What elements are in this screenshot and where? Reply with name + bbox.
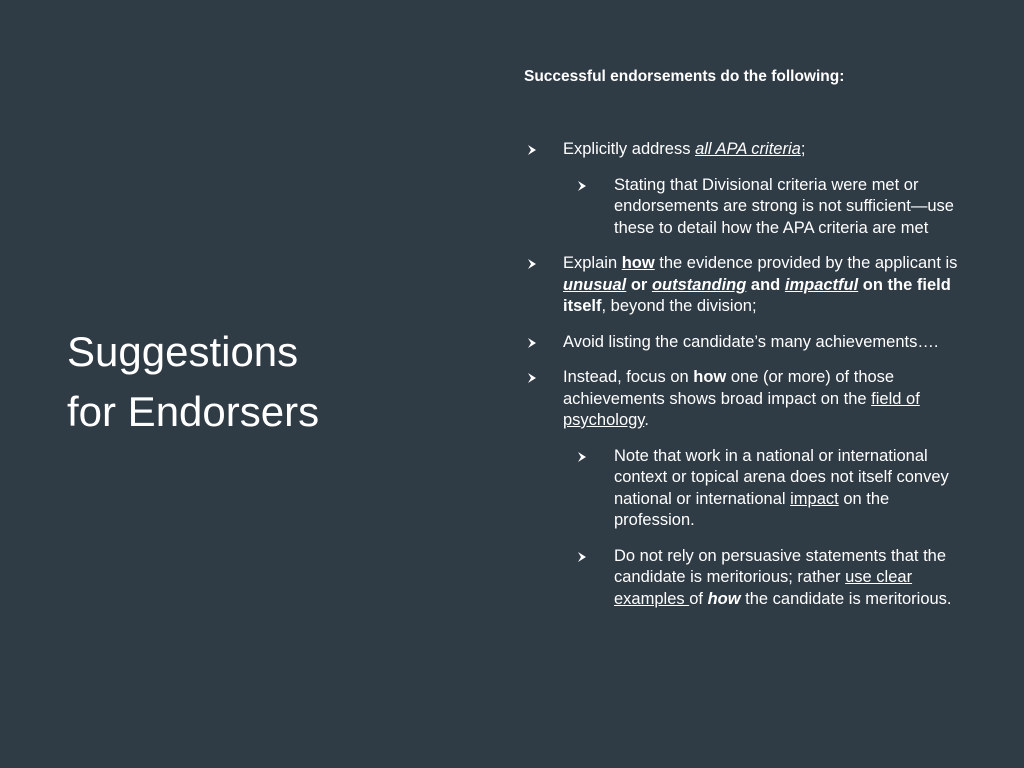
bullet-text xyxy=(614,447,949,530)
text-run: impact xyxy=(790,489,839,508)
text-run: use clear examples xyxy=(614,568,913,608)
slide-title-line-2: for Endorsers xyxy=(67,388,320,435)
bullet-list xyxy=(524,139,974,610)
text-run: on the profession. xyxy=(614,489,890,529)
text-run: and xyxy=(746,275,785,294)
arrow-bullet-icon xyxy=(576,551,588,563)
text-run: unusual xyxy=(563,275,627,294)
text-run: outstanding xyxy=(651,275,747,294)
bullet-text xyxy=(563,368,920,429)
arrow-bullet-icon xyxy=(526,372,538,384)
text-run: one (or more) of those achievements shows broad impact on the xyxy=(563,368,895,408)
sub-bullet-item xyxy=(524,175,974,240)
text-run: Avoid listing the candidate’s many achievements…. xyxy=(563,332,939,351)
text-run: ; xyxy=(800,140,806,158)
text-run: Instead, focus on xyxy=(563,368,694,386)
slide-title xyxy=(67,322,319,442)
bullet-item xyxy=(524,367,974,432)
text-run: how xyxy=(707,589,741,608)
arrow-bullet-icon xyxy=(526,258,538,270)
arrow-bullet-icon xyxy=(526,337,538,349)
text-run: Explicitly address xyxy=(563,140,696,158)
text-run: how xyxy=(621,254,655,272)
text-run: of xyxy=(689,589,708,608)
text-run: all APA criteria xyxy=(695,140,801,158)
bullet-text xyxy=(563,333,938,351)
bullet-text xyxy=(614,547,952,608)
content-heading: Successful endorsements do the following: xyxy=(524,68,845,85)
slide-title-line-1: Suggestions xyxy=(67,328,299,375)
text-run: Explain xyxy=(563,254,622,272)
sub-bullet-item xyxy=(524,446,974,532)
bullet-item xyxy=(524,253,974,318)
text-run: impactful xyxy=(784,275,859,294)
sub-bullet-item xyxy=(524,546,974,611)
text-run: the evidence provided by the applicant is xyxy=(654,254,958,272)
arrow-bullet-icon xyxy=(576,451,588,463)
text-run: . xyxy=(644,411,649,429)
bullet-item xyxy=(524,332,974,354)
bullet-text xyxy=(563,254,957,315)
text-run: on the field itself xyxy=(563,275,951,315)
text-run: field of psychology xyxy=(563,389,920,429)
text-run: Stating that Divisional criteria were met or endorsements are strong is not sufficient—use these to detail how the APA criteria are met xyxy=(614,175,954,237)
text-run: Do not rely on persuasive statements that the candidate is meritorious; rather xyxy=(614,546,947,586)
arrow-bullet-icon xyxy=(526,144,538,156)
text-run: , beyond the division; xyxy=(601,297,757,315)
bullet-item xyxy=(524,139,974,161)
bullet-text xyxy=(614,176,954,237)
text-run: Note that work in a national or international context or topical arena does not itself convey national or international xyxy=(614,446,949,508)
text-run: the candidate is meritorious. xyxy=(740,589,952,608)
text-run: how xyxy=(693,368,727,386)
arrow-bullet-icon xyxy=(576,180,588,192)
text-run: or xyxy=(626,275,652,294)
bullet-text xyxy=(563,140,805,158)
